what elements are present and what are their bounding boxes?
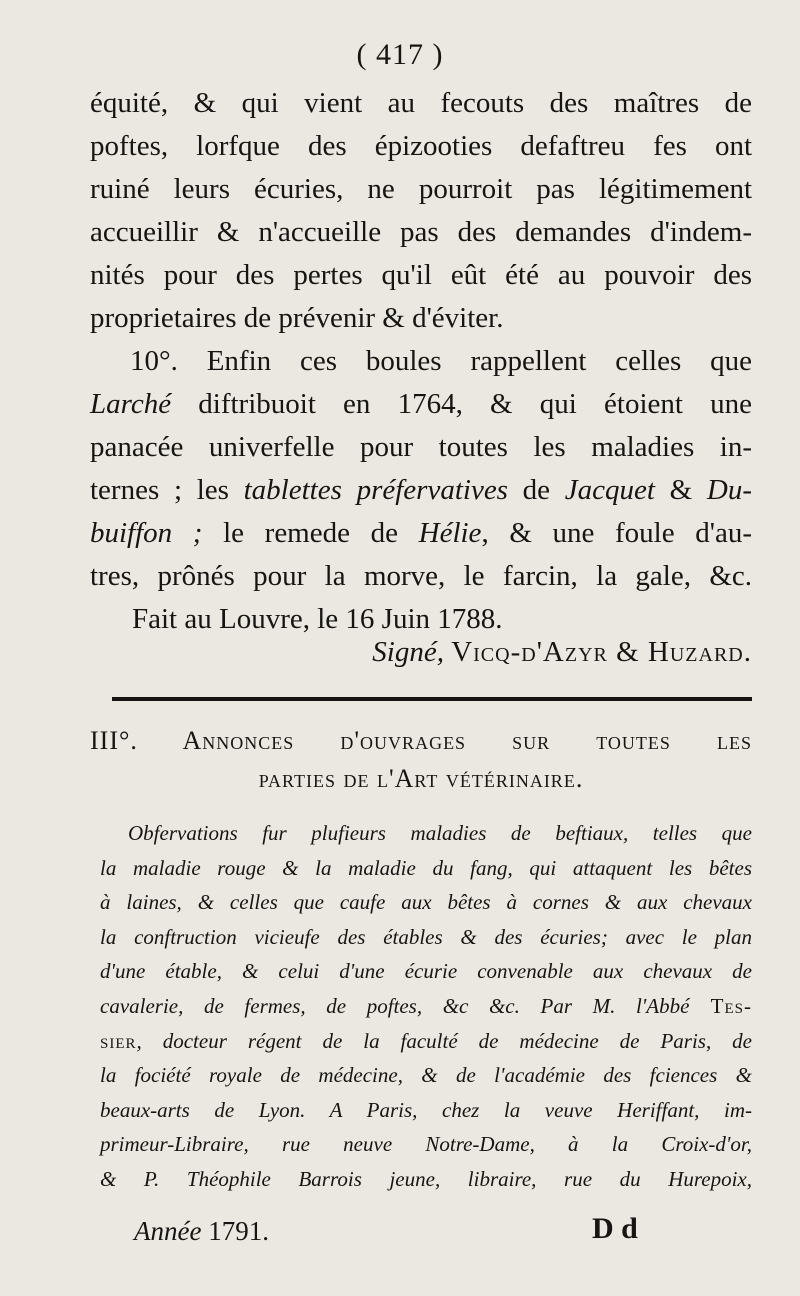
page-number: ( 417 ) — [356, 38, 444, 71]
name-jacquet: Jacquet — [564, 474, 655, 506]
term-tablettes: tablettes préfervatives — [243, 474, 508, 506]
footer-year — [134, 1216, 269, 1247]
text-line: poftes, lorfque des épizooties defaftreu fes ont — [90, 130, 752, 162]
signature-line — [372, 636, 752, 669]
notice-line: beaux-arts de Lyon. A Paris, chez la veuve Heriffant, im- — [100, 1097, 752, 1122]
text-line — [90, 383, 752, 426]
signature-mark: D d — [592, 1212, 638, 1245]
author-name-a: Tes- — [689, 993, 752, 1018]
notice-line6: cavalerie, de fermes, de poftes, &c &c. Par M. l'Abbé — [100, 993, 690, 1018]
notice-line: d'une étable, & celui d'une écurie convenable aux chevaux de — [100, 959, 752, 984]
report-text — [90, 82, 752, 641]
name-larche: Larché — [90, 388, 172, 420]
text-line — [90, 469, 752, 512]
notice-line: la maladie rouge & la maladie du fang, qui attaquent les bêtes — [100, 855, 752, 880]
para2-line4a: ternes ; les — [90, 474, 244, 506]
name-helie: Hélie — [418, 517, 482, 549]
section-heading — [90, 722, 752, 798]
notice-line7: , docteur régent de la faculté de médecine de Paris, de — [136, 1028, 752, 1053]
para2-line5b: , & une foule d'au- — [481, 517, 752, 549]
notice-line: à laines, & celles que caufe aux bêtes à cornes & aux chevaux — [100, 890, 752, 915]
section-heading-line1: III°. Annonces d'ouvrages sur toutes les — [90, 726, 752, 755]
para2-line2: diftribuoit en 1764, & qui étoient une — [171, 388, 752, 420]
para2-line4c: & — [654, 474, 707, 506]
text-line — [90, 340, 752, 383]
text-line: ruiné leurs écuries, ne pourroit pas légitimement — [90, 173, 752, 205]
year-value: 1791. — [201, 1216, 269, 1246]
signe-label: Signé, — [372, 636, 444, 668]
text-line: tres, prônés pour la morve, le farcin, la gale, &c. — [90, 560, 752, 592]
dateline: Fait au Louvre, le 16 Juin 1788. — [132, 603, 503, 635]
name-dubuisson-b: buiffon ; — [90, 517, 203, 549]
signatory-names: Vicq-d'Azyr & Huzard. — [451, 636, 752, 668]
text-line: accueillir & n'accueille pas des demandes d'indem- — [90, 216, 752, 248]
book-notice — [100, 816, 752, 1197]
text-line: nités pour des pertes qu'il eût été au pouvoir des — [90, 259, 752, 291]
name-dubuisson-a: Du- — [706, 474, 753, 506]
annee-label: Année — [134, 1216, 202, 1246]
notice-line: & P. Théophile Barrois jeune, libraire, rue du Hurepoix, — [100, 1166, 752, 1191]
text-line — [90, 512, 752, 555]
text-line: proprietaires de prévenir & d'éviter. — [90, 302, 504, 334]
divider-rule — [112, 697, 752, 701]
para2-line1: 10°. Enfin ces boules rappellent celles que — [130, 345, 752, 377]
notice-line: Obfervations fur plufieurs maladies de beftiaux, telles que — [128, 821, 752, 845]
para2-line5a: le remede de — [202, 517, 419, 549]
section-heading-line2: parties de l'Art vétérinaire. — [258, 764, 584, 793]
notice-line: la fociété royale de médecine, & de l'académie des fciences & — [100, 1063, 752, 1088]
notice-line: primeur-Libraire, rue neuve Notre-Dame, à la Croix-d'or, — [100, 1132, 752, 1157]
author-name-b: sier — [100, 1028, 137, 1053]
para2-line4b: de — [507, 474, 565, 506]
notice-line — [100, 1024, 752, 1059]
notice-line — [100, 989, 752, 1024]
text-line: panacée univerfelle pour toutes les maladies in- — [90, 431, 752, 463]
text-line: équité, & qui vient au fecouts des maîtres de — [90, 87, 752, 119]
notice-line: la conftruction vicieufe des étables & des écuries; avec le plan — [100, 924, 752, 949]
